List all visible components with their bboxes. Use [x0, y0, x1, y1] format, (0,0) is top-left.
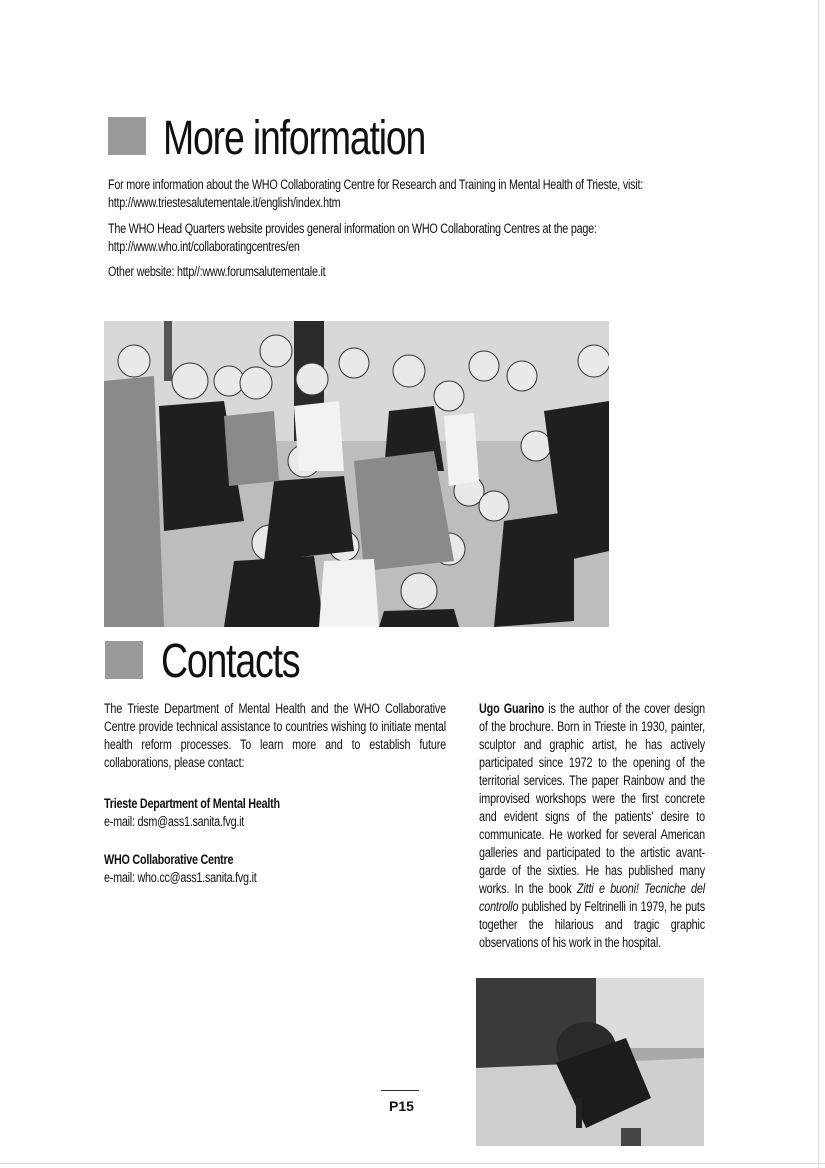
trieste-department-email[interactable]: e-mail: dsm@ass1.sanita.fvg.it: [104, 814, 245, 829]
bio-name: Ugo Guarino: [479, 701, 545, 716]
section-marker-square: [108, 117, 146, 155]
other-website-line: Other website: http//:www.forumsalutementale.it: [108, 264, 326, 279]
bio-paragraph: [479, 700, 705, 952]
who-centre-name: WHO Collaborative Centre: [104, 852, 234, 867]
page-number: P15: [389, 1098, 414, 1114]
who-centre-email[interactable]: e-mail: who.cc@ass1.sanita.fvg.it: [104, 870, 257, 885]
page-number-rule: [381, 1090, 419, 1091]
bio-text: published by Feltrinelli in 1979, he puts together the hilarious and tragic graphic observations of his work in the hospital.: [479, 899, 705, 950]
who-url-link[interactable]: http://www.who.int/collaboratingcentres/en: [108, 239, 300, 254]
trieste-department-name: Trieste Department of Mental Health: [104, 796, 280, 811]
page-edge: [818, 0, 819, 1168]
bio-book-title: Zitti e buoni! Tecniche del controllo: [479, 881, 705, 914]
more-info-url-link[interactable]: http://www.triestesalutementale.it/english/index.htm: [108, 195, 341, 210]
section-marker-square: [105, 641, 143, 679]
artist-photo: [476, 978, 704, 1146]
more-info-line: The WHO Head Quarters website provides general information on WHO Collaborating Centres at the page:: [108, 221, 597, 236]
more-info-line: For more information about the WHO Collaborating Centre for Research and Training in Mental Health of Trieste, visit:: [108, 177, 643, 192]
contacts-intro: [104, 700, 446, 772]
contacts-intro-text: The Trieste Department of Mental Health and the WHO Collaborative Centre provide technical assistance to countries wishing to initiate mental health reform processes. To learn more and to establish future collaborations, please contact:: [104, 701, 446, 770]
contacts-heading: Contacts: [161, 635, 300, 688]
more-information-heading: More information: [163, 112, 426, 165]
group-photo: [104, 321, 609, 627]
bio-text: is the author of the cover design of the brochure. Born in Trieste in 1930, painter, sculptor and graphic artist, he has actively participated since 1972 to the opening of the territorial services. The paper Rainbow and the improvised workshops were the first concrete and evident signs of the patients' desire to communicate. He worked for several American galleries and participated to the artistic avant-garde of the sixties. He has published many works. In the book: [479, 701, 705, 896]
page-edge: [0, 1163, 825, 1164]
